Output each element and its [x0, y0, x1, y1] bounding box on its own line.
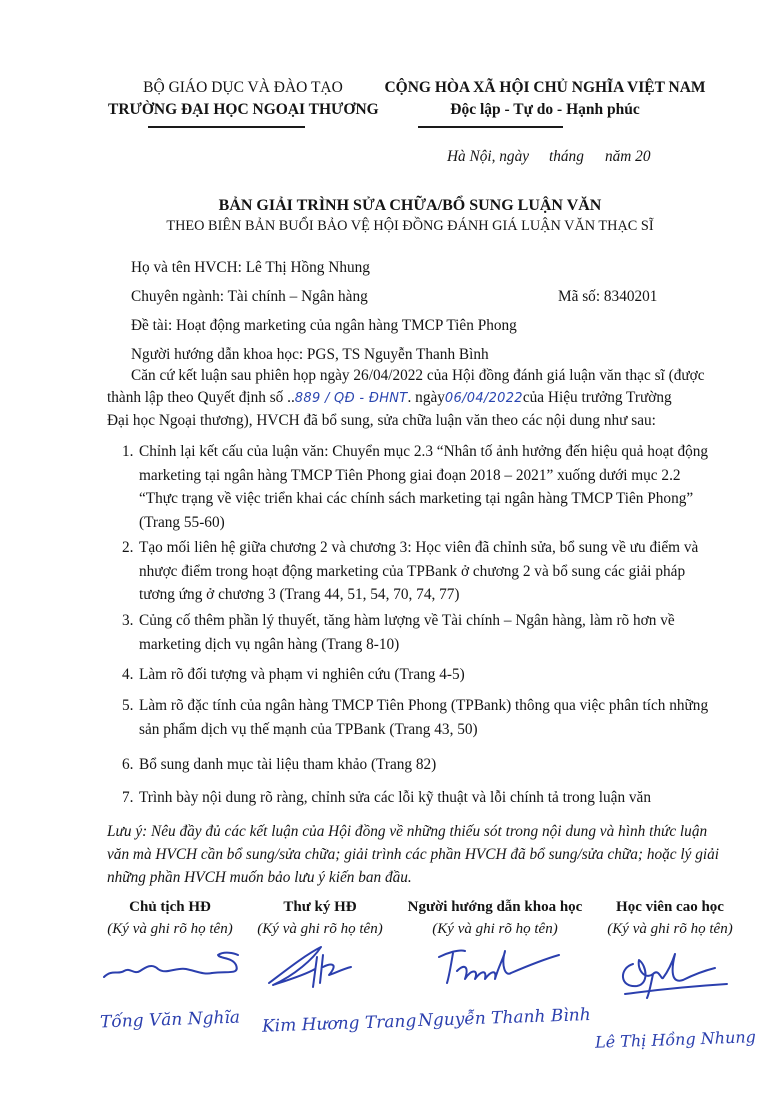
revision-item-1: 1. Chỉnh lại kết cấu của luận văn: Chuyển mục 2.3 “Nhân tố ảnh hưởng đến hiệu quả hoạt động marketing tại ngân hàng TMCP Tiên Phong giai đoạn 2018 – 2021” xuống dưới mục 2.2 “Thực trạng về việc triển khai các chính sách marketing tại ngân hàng TMCP Tiên Phong” (Trang 55-60)	[122, 440, 712, 534]
signature-hint: (Ký và ghi rõ họ tên)	[257, 921, 383, 937]
revision-item-text: Tạo mối liên hệ giữa chương 2 và chương 3: Học viên đã chỉnh sửa, bổ sung về ưu điểm và nhược điểm trong hoạt động marketing của TPBank ở chương 2 và bổ sung các giải pháp tương ứng ở chương 3 (Trang 44, 51, 54, 70, 74, 77)	[139, 539, 699, 603]
signature-block-secretary	[245, 896, 395, 940]
note-line-2: văn mà HVCH cần bổ sung/sửa chữa; giải trình các phần HVCH đã bổ sung/sửa chữa; hoặc lý giải	[107, 846, 720, 863]
intro-line-1: Căn cứ kết luận sau phiên họp ngày 26/04/2022 của Hội đồng đánh giá luận văn thạc sĩ (được	[131, 367, 705, 384]
major-code: Mã số: 8340201	[558, 288, 658, 305]
country-name: CỘNG HÒA XÃ HỘI CHỦ NGHĨA VIỆT NAM	[384, 79, 706, 96]
intro-line-2-pre: thành lập theo Quyết định số ..	[107, 389, 295, 406]
revision-item-text: Củng cố thêm phần lý thuyết, tăng hàm lượng về Tài chính – Ngân hàng, làm rõ hơn về marketing dịch vụ ngân hàng (Trang 8-10)	[139, 612, 675, 653]
revision-item-text: Làm rõ đối tượng và phạm vi nghiên cứu (Trang 4-5)	[139, 666, 465, 683]
date-year: năm 20	[605, 148, 651, 165]
national-motto: Độc lập - Tự do - Hạnh phúc	[450, 101, 640, 118]
revision-item-2: 2. Tạo mối liên hệ giữa chương 2 và chương 3: Học viên đã chỉnh sửa, bổ sung về ưu điểm và nhược điểm trong hoạt động marketing của TPBank ở chương 2 và bổ sung các giải pháp tương ứng ở chương 3 (Trang 44, 51, 54, 70, 74, 77)	[122, 536, 712, 607]
signature-student-icon	[615, 950, 735, 1000]
header-left-rule	[148, 126, 305, 128]
intro-line-2-post: của Hiệu trưởng Trường	[522, 389, 672, 406]
thesis-topic: Đề tài: Hoạt động marketing của ngân hàng TMCP Tiên Phong	[131, 317, 517, 334]
note-line-3: những phần HVCH muốn bảo lưu ý kiến ban đầu.	[107, 869, 412, 886]
revision-item-3: 3. Củng cố thêm phần lý thuyết, tăng hàm lượng về Tài chính – Ngân hàng, làm rõ hơn về marketing dịch vụ ngân hàng (Trang 8-10)	[122, 609, 712, 656]
intro-line-3: Đại học Ngoại thương), HVCH đã bổ sung, sửa chữa luận văn theo các nội dung như sau:	[107, 412, 656, 429]
ministry-name: BỘ GIÁO DỤC VÀ ĐÀO TẠO	[143, 79, 343, 96]
signature-role: Chủ tịch HĐ	[129, 899, 211, 915]
signature-block-chair	[95, 896, 245, 940]
revision-item-text: Làm rõ đặc tính của ngân hàng TMCP Tiên Phong (TPBank) thông qua việc phân tích những sản phẩm dịch vụ thế mạnh của TPBank (Trang 43, 50)	[139, 697, 709, 738]
major: Chuyên ngành: Tài chính – Ngân hàng	[131, 288, 368, 305]
document-subtitle: THEO BIÊN BẢN BUỔI BẢO VỆ HỘI ĐỒNG ĐÁNH GIÁ LUẬN VĂN THẠC SĨ	[166, 218, 654, 234]
date-month: tháng	[549, 148, 584, 165]
signature-hint: (Ký và ghi rõ họ tên)	[107, 921, 233, 937]
signature-name-secretary: Kim Hương Trang	[261, 1011, 417, 1037]
revision-item-text: Bổ sung danh mục tài liệu tham khảo (Trang 82)	[139, 756, 437, 773]
signature-name-student: Lê Thị Hồng Nhung	[594, 1027, 757, 1052]
revision-item-4: 4. Làm rõ đối tượng và phạm vi nghiên cứu (Trang 4-5)	[122, 663, 712, 687]
document-title: BẢN GIẢI TRÌNH SỬA CHỮA/BỔ SUNG LUẬN VĂN	[218, 197, 602, 214]
revision-item-5: 5. Làm rõ đặc tính của ngân hàng TMCP Tiên Phong (TPBank) thông qua việc phân tích những sản phẩm dịch vụ thế mạnh của TPBank (Trang 43, 50)	[122, 694, 712, 741]
signature-advisor-icon	[435, 945, 565, 990]
advisor: Người hướng dẫn khoa học: PGS, TS Nguyễn Thanh Bình	[131, 346, 489, 363]
intro-line-2	[107, 386, 672, 410]
intro-line-2-mid: . ngày	[407, 389, 445, 406]
note-line-1: Lưu ý: Nêu đầy đủ các kết luận của Hội đồng về những thiếu sót trong nội dung và hình thức luận	[107, 823, 708, 840]
signature-block-advisor	[400, 896, 590, 940]
signature-secretary-icon	[265, 945, 355, 990]
signature-block-student	[595, 896, 745, 940]
signature-chair-icon	[100, 945, 250, 985]
signature-role: Thư ký HĐ	[283, 899, 357, 915]
revision-item-text: Chỉnh lại kết cấu của luận văn: Chuyển mục 2.3 “Nhân tố ảnh hưởng đến hiệu quả hoạt động marketing tại ngân hàng TMCP Tiên Phong giai đoạn 2018 – 2021” xuống dưới mục 2.2 “Thực trạng về việc triển khai các chính sách marketing tại ngân hàng TMCP Tiên Phong” (Trang 55-60)	[139, 443, 709, 531]
student-name: Họ và tên HVCH: Lê Thị Hồng Nhung	[131, 259, 370, 276]
revision-item-7: 7. Trình bày nội dung rõ ràng, chỉnh sửa các lỗi kỹ thuật và lỗi chính tả trong luận văn	[122, 786, 712, 810]
header-right-rule	[418, 126, 563, 128]
signature-hint: (Ký và ghi rõ họ tên)	[432, 921, 558, 937]
decision-date-handwritten: 06/04/2022	[444, 391, 523, 406]
signature-hint: (Ký và ghi rõ họ tên)	[607, 921, 733, 937]
decision-number-handwritten: 889 / QĐ - ĐHNT	[294, 391, 408, 406]
signature-name-advisor: Nguyễn Thanh Bình	[417, 1004, 591, 1032]
revision-item-text: Trình bày nội dung rõ ràng, chỉnh sửa các lỗi kỹ thuật và lỗi chính tả trong luận văn	[139, 789, 651, 806]
signature-role: Người hướng dẫn khoa học	[407, 899, 583, 915]
date-place: Hà Nội, ngày	[447, 148, 530, 165]
revision-item-6: 6. Bổ sung danh mục tài liệu tham khảo (Trang 82)	[122, 753, 712, 777]
signature-role: Học viên cao học	[616, 899, 724, 915]
university-name: TRƯỜNG ĐẠI HỌC NGOẠI THƯƠNG	[108, 101, 379, 118]
signature-name-chair: Tống Văn Nghĩa	[99, 1007, 241, 1033]
